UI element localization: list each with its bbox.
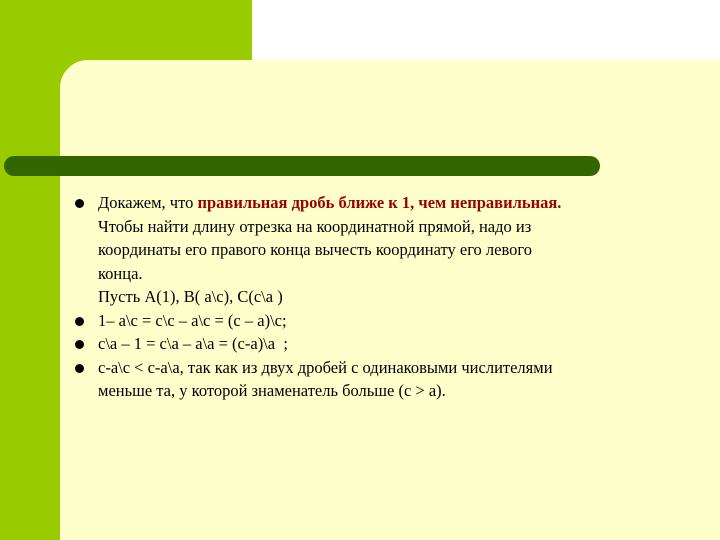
bullet-line: Пусть А(1), В( а\с), С(с\а ) xyxy=(98,287,283,306)
bullet-line: с\а – 1 = с\а – а\а = (с-а)\а ; xyxy=(98,334,288,353)
bullet-line: Чтобы найти длину отрезка на координатной прямой, надо из xyxy=(98,216,532,236)
bullet-item xyxy=(72,191,672,309)
bullet-line: конца. xyxy=(98,263,143,283)
bullet-item xyxy=(72,332,672,356)
highlight-text: правильная дробь ближе к 1, чем неправильная. xyxy=(197,193,562,212)
bullet-icon xyxy=(75,364,84,373)
bullet-line: меньше та, у которой знаменатель больше (с > а). xyxy=(98,381,446,400)
title-divider-bar xyxy=(4,156,600,176)
bullet-icon xyxy=(75,199,84,208)
bullet-item xyxy=(72,309,672,333)
bullet-line: 1– а\с = с\с – а\с = (с – а)\с; xyxy=(98,310,287,330)
bullet-icon xyxy=(75,317,84,326)
bullet-line: координаты его правого конца вычесть координату его левого xyxy=(98,240,533,259)
bullet-line: с-а\с < с-а\а, так как из двух дробей с одинаковыми числителями xyxy=(98,357,553,377)
bullet-item xyxy=(72,356,672,403)
decor-green-left xyxy=(0,0,60,540)
bullet-icon xyxy=(75,340,84,349)
intro-text: Докажем, что xyxy=(98,193,198,212)
bullet-list xyxy=(72,191,672,403)
bullet-line xyxy=(98,191,672,215)
